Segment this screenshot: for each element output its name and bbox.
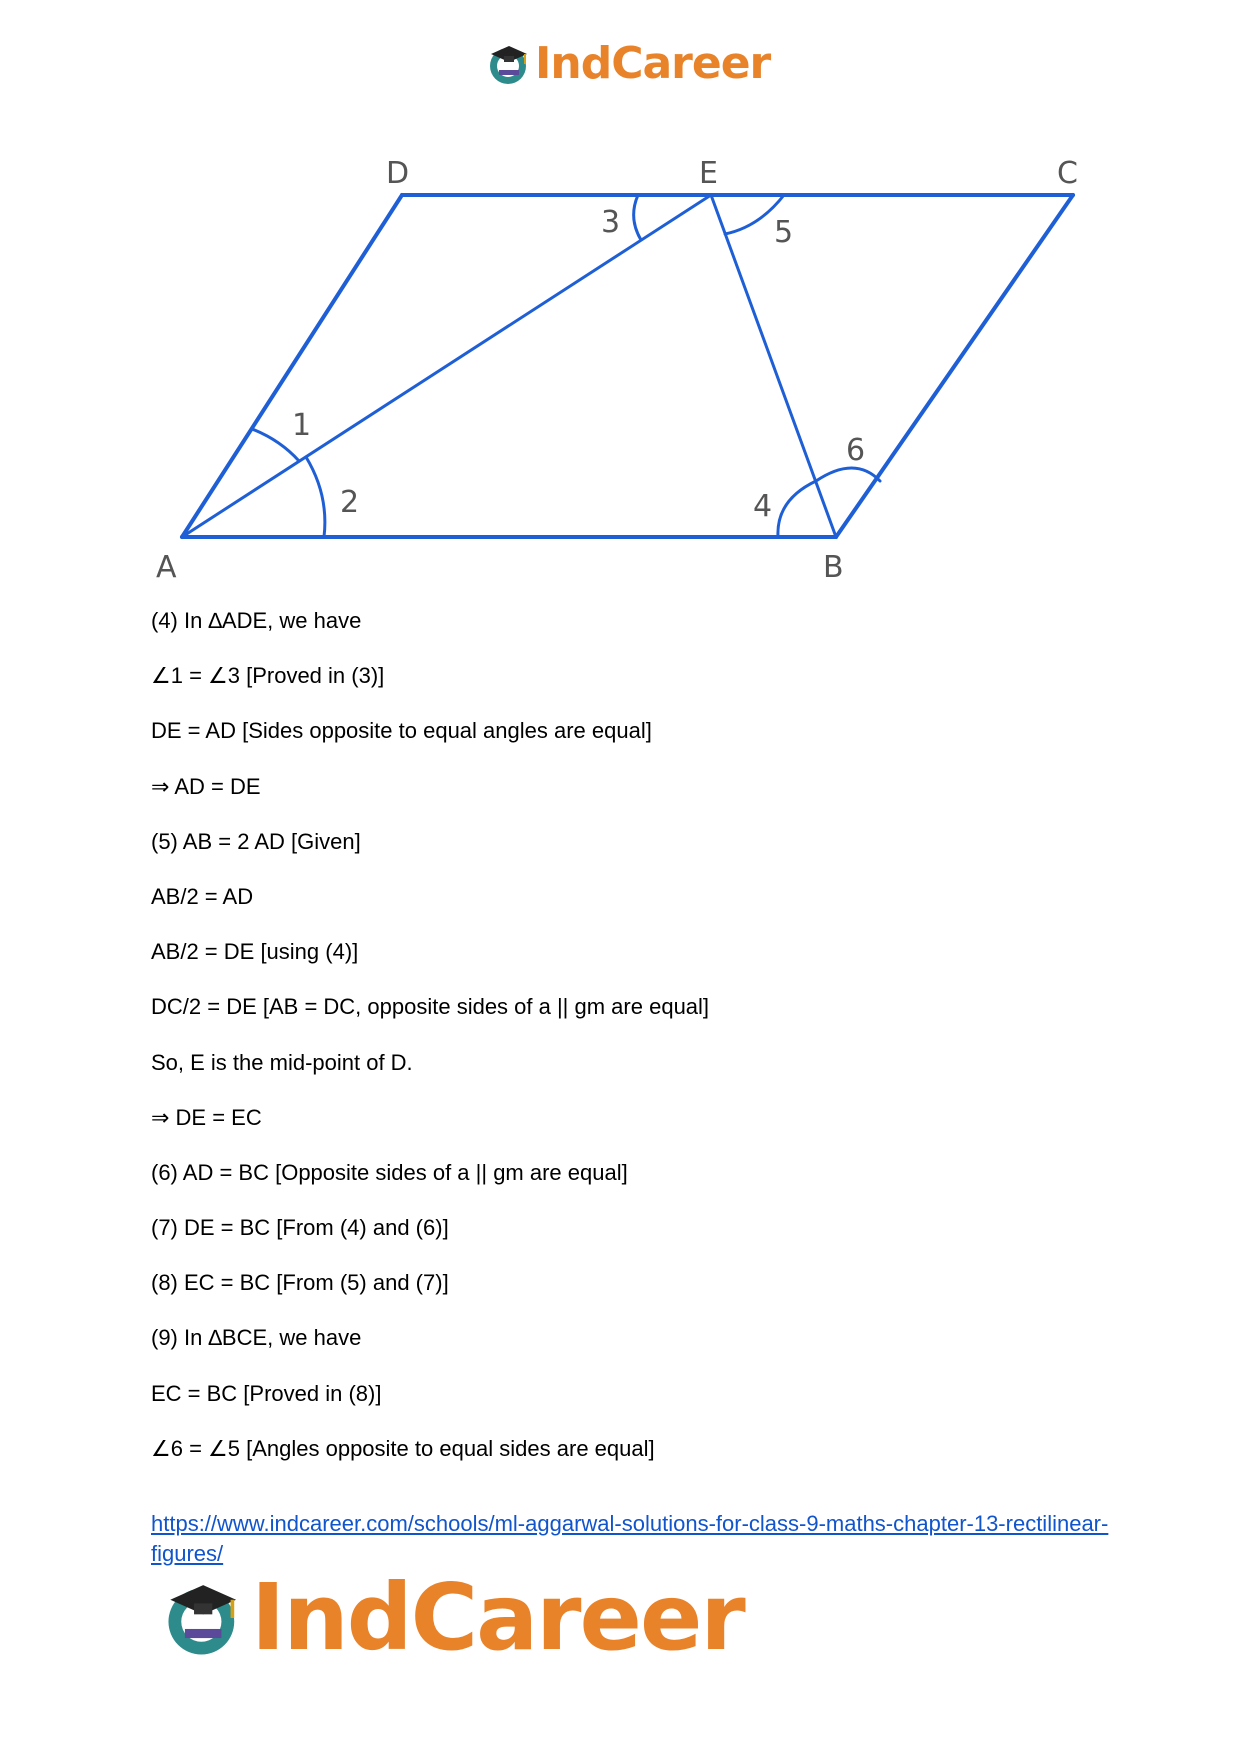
graduation-globe-icon — [163, 1577, 247, 1659]
angle-label-1: 1 — [292, 408, 312, 443]
solution-line: ⇒ DE = EC — [151, 1104, 262, 1130]
vertex-label-a: A — [156, 550, 177, 580]
solution-line: EC = BC [Proved in (8)] — [151, 1380, 382, 1406]
indcareer-logo-bottom — [163, 1564, 744, 1671]
solution-line: (8) EC = BC [From (5) and (7)] — [151, 1270, 449, 1296]
vertex-label-b: B — [823, 550, 844, 580]
solution-line: ⇒ AD = DE — [151, 773, 261, 799]
angle-arc-4 — [778, 481, 816, 537]
angle-arc-6 — [816, 468, 880, 481]
angle-label-4: 4 — [753, 489, 773, 524]
solution-text — [151, 608, 1111, 1491]
angle-arc-2 — [306, 457, 325, 537]
solution-line: (4) In ∆ADE, we have — [151, 608, 362, 633]
vertex-label-d: D — [386, 156, 410, 191]
parallelogram-diagram — [150, 150, 1090, 580]
solution-line: So, E is the mid-point of D. — [151, 1049, 413, 1075]
solution-line: AB/2 = DE [using (4)] — [151, 939, 359, 965]
solution-line: (9) In ∆BCE, we have — [151, 1325, 362, 1351]
segment-ae — [182, 195, 711, 537]
indcareer-logo-top — [487, 38, 771, 89]
solution-line: (5) AB = 2 AD [Given] — [151, 828, 361, 854]
logo-wordmark: IndCareer — [251, 1564, 744, 1671]
solution-line: AB/2 = AD — [151, 883, 254, 909]
angle-label-5: 5 — [774, 215, 794, 250]
solution-line: DC/2 = DE [AB = DC, opposite sides of a || gm are equal] — [151, 994, 710, 1020]
angle-label-2: 2 — [340, 485, 360, 520]
solution-line: ∠6 = ∠5 [Angles opposite to equal sides are equal] — [151, 1435, 655, 1461]
logo-wordmark: IndCareer — [535, 38, 771, 89]
source-link[interactable]: https://www.indcareer.com/schools/ml-aggarwal-solutions-for-class-9-maths-chapter-13-rectilinear-figures/ — [151, 1511, 1109, 1566]
solution-line: ∠1 = ∠3 [Proved in (3)] — [151, 663, 385, 689]
solution-line: (6) AD = BC [Opposite sides of a || gm are equal] — [151, 1159, 628, 1185]
angle-label-3: 3 — [601, 205, 621, 240]
angle-arc-3 — [634, 195, 641, 240]
vertex-label-e: E — [699, 156, 718, 191]
solution-line: (7) DE = BC [From (4) and (6)] — [151, 1215, 449, 1241]
solution-line: DE = AD [Sides opposite to equal angles are equal] — [151, 718, 652, 744]
graduation-globe-icon — [487, 42, 533, 86]
angle-label-6: 6 — [846, 433, 866, 468]
side-ad — [182, 195, 402, 537]
vertex-label-c: C — [1057, 156, 1078, 191]
side-bc — [836, 195, 1073, 537]
